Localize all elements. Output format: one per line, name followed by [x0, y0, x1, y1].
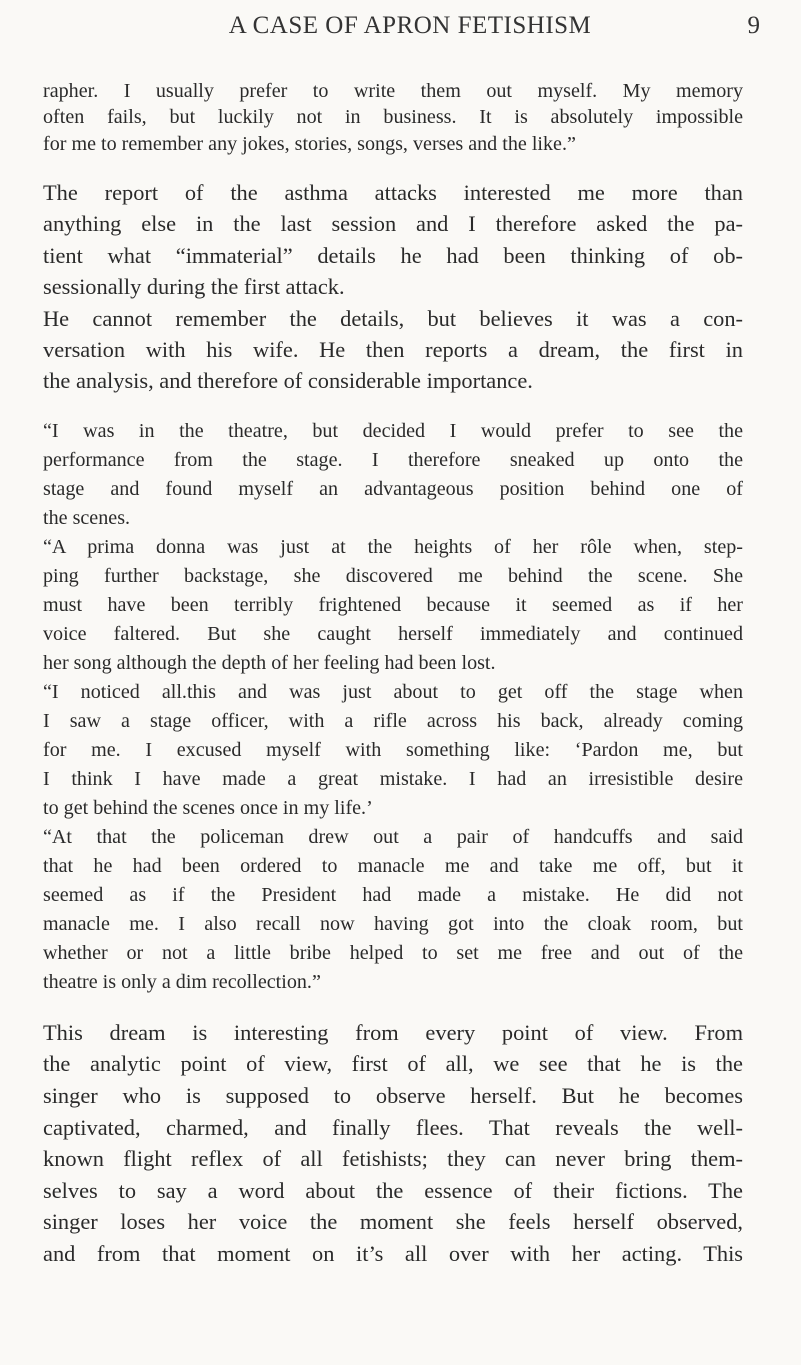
- text-line: whether or not a little bribe helped to set me free and out of the: [43, 941, 743, 964]
- paragraph-7: [43, 823, 743, 997]
- text-line: I think I have made a great mistake. I had an irresistible desire: [43, 767, 743, 790]
- text-line: the analytic point of view, first of all, we see that he is the: [43, 1051, 743, 1077]
- page-number: 9: [747, 12, 760, 39]
- text-line: sessionally during the first attack.: [43, 274, 345, 300]
- text-line: performance from the stage. I therefore sneaked up onto the: [43, 448, 743, 471]
- text-line: tient what “immaterial” details he had been thinking of ob-: [43, 242, 743, 268]
- paragraph-2: [43, 177, 743, 303]
- text-line: rapher. I usually prefer to write them out myself. My memory: [43, 80, 743, 102]
- text-line: versation with his wife. He then reports a dream, the first in: [43, 336, 743, 362]
- text-line: ping further backstage, she discovered me behind the scene. She: [43, 564, 743, 587]
- paragraph-1: [43, 78, 743, 157]
- paragraph-3: [43, 303, 743, 397]
- text-line: that he had been ordered to manacle me and take me off, but it: [43, 854, 743, 877]
- text-line: He cannot remember the details, but believes it was a con-: [43, 305, 743, 331]
- text-line: “At that the policeman drew out a pair of handcuffs and said: [43, 825, 743, 848]
- paragraph-6: [43, 678, 743, 823]
- text-line: stage and found myself an advantageous position behind one of: [43, 477, 743, 500]
- text-line: manacle me. I also recall now having got into the cloak room, but: [43, 912, 743, 935]
- text-line: to get behind the scenes once in my life.’: [43, 796, 373, 819]
- text-line: The report of the asthma attacks interested me more than: [43, 179, 743, 205]
- running-head-title: A CASE OF APRON FETISHISM: [228, 12, 592, 39]
- text-line: often fails, but luckily not in business. It is absolutely impossible: [43, 106, 743, 129]
- text-line: I saw a stage officer, with a rifle across his back, already coming: [43, 709, 743, 732]
- text-line: known flight reflex of all fetishists; they can never bring them-: [43, 1146, 743, 1172]
- text-line: theatre is only a dim recollection.”: [43, 970, 321, 993]
- text-line: “A prima donna was just at the heights of her rôle when, step-: [43, 535, 743, 558]
- text-line: This dream is interesting from every point of view. From: [43, 1019, 743, 1045]
- text-line: her song although the depth of her feeling had been lost.: [43, 651, 496, 674]
- text-line: the scenes.: [43, 506, 131, 529]
- text-line: anything else in the last session and I therefore asked the pa-: [43, 211, 743, 237]
- text-line: for me to remember any jokes, stories, songs, verses and the like.”: [43, 132, 576, 155]
- text-line: “I was in the theatre, but decided I would prefer to see the: [43, 419, 743, 442]
- text-line: selves to say a word about the essence of their fictions. The: [43, 1177, 743, 1203]
- text-line: singer loses her voice the moment she feels herself observed,: [43, 1209, 743, 1235]
- text-line: and from that moment on it’s all over with her acting. This: [43, 1240, 743, 1266]
- text-line: voice faltered. But she caught herself immediately and continued: [43, 622, 743, 645]
- paragraph-4: [43, 417, 743, 533]
- text-line: captivated, charmed, and finally flees. That reveals the well-: [43, 1114, 743, 1140]
- text-line: for me. I excused myself with something like: ‘Pardon me, but: [43, 738, 743, 761]
- paragraph-5: [43, 533, 743, 678]
- text-line: must have been terribly frightened because it seemed as if her: [43, 593, 743, 616]
- body-text: [43, 78, 743, 1269]
- paragraph-8: [43, 1017, 743, 1270]
- text-line: singer who is supposed to observe herself. But he becomes: [43, 1082, 743, 1108]
- text-line: seemed as if the President had made a mistake. He did not: [43, 883, 743, 906]
- text-line: the analysis, and therefore of considerable importance.: [43, 368, 533, 394]
- text-line: “I noticed all.this and was just about to get off the stage when: [43, 680, 743, 703]
